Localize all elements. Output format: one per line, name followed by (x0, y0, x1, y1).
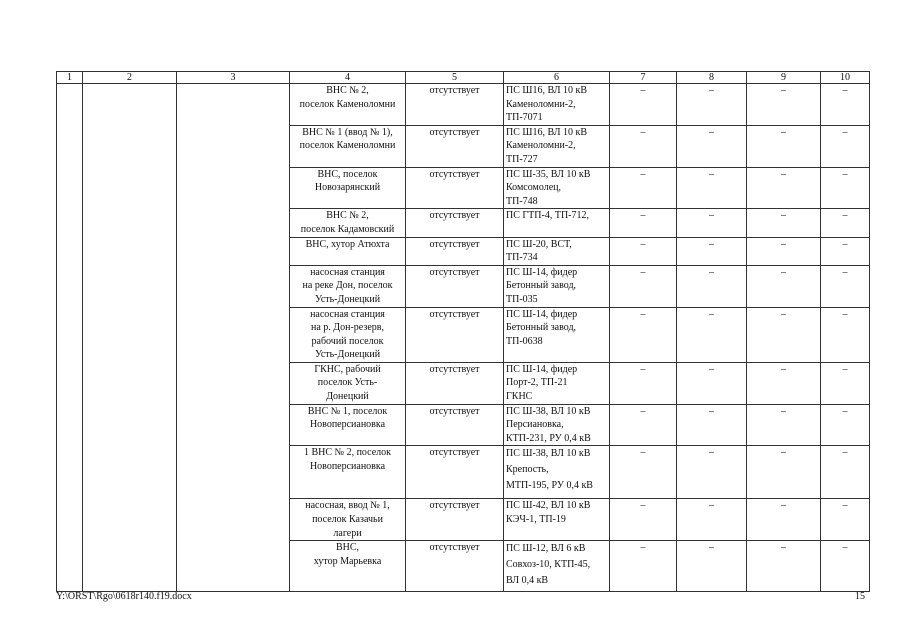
table-cell-col9: – (747, 404, 821, 446)
table-cell-col10: – (821, 446, 870, 499)
table-cell-col8: – (677, 125, 747, 167)
table-cell-col8: – (677, 265, 747, 307)
table-cell-col10: – (821, 362, 870, 404)
table-cell-col10: – (821, 307, 870, 362)
table-cell-col9: – (747, 307, 821, 362)
table-cell-col3 (177, 84, 290, 592)
table-cell-col7: – (610, 307, 677, 362)
table-cell-col9: – (747, 446, 821, 499)
table-cell-col8: – (677, 84, 747, 126)
table-cell-col7: – (610, 541, 677, 592)
availability-cell: отсутствует (406, 362, 504, 404)
availability-cell: отсутствует (406, 307, 504, 362)
column-header: 1 (57, 72, 83, 84)
availability-cell: отсутствует (406, 541, 504, 592)
column-header: 5 (406, 72, 504, 84)
availability-cell: отсутствует (406, 125, 504, 167)
table-header-row (57, 72, 870, 84)
table-cell-col1 (57, 84, 83, 592)
column-header: 2 (83, 72, 177, 84)
availability-cell: отсутствует (406, 84, 504, 126)
power-source-cell: ПС Ш-14, фидер Бетонный завод, ТП-035 (504, 265, 610, 307)
table-cell-col7: – (610, 84, 677, 126)
availability-cell: отсутствует (406, 446, 504, 499)
column-header: 8 (677, 72, 747, 84)
table-cell-col7: – (610, 446, 677, 499)
power-source-cell: ПС Ш-35, ВЛ 10 кВ Комсомолец, ТП-748 (504, 167, 610, 209)
table-cell-col8: – (677, 404, 747, 446)
station-name-cell: ВНС № 1, поселок Новоперсиановка (290, 404, 406, 446)
power-source-cell: ПС Ш-12, ВЛ 6 кВ Совхоз-10, КТП-45, ВЛ 0,4 кВ (504, 541, 610, 592)
table-cell-col10: – (821, 209, 870, 237)
station-name-cell: ВНС, поселок Новозарянский (290, 167, 406, 209)
station-name-cell: ВНС № 2, поселок Кадамовский (290, 209, 406, 237)
table-cell-col9: – (747, 209, 821, 237)
column-header: 3 (177, 72, 290, 84)
table-cell-col10: – (821, 499, 870, 541)
table-cell-col10: – (821, 84, 870, 126)
table-cell-col10: – (821, 404, 870, 446)
table-cell-col8: – (677, 499, 747, 541)
table-cell-col10: – (821, 237, 870, 265)
power-source-cell: ПС ГТП-4, ТП-712, (504, 209, 610, 237)
table-cell-col8: – (677, 307, 747, 362)
table-cell-col9: – (747, 125, 821, 167)
table-cell-col9: – (747, 237, 821, 265)
table-cell-col10: – (821, 265, 870, 307)
table-body (57, 84, 870, 592)
table-row (57, 84, 870, 126)
table-cell-col9: – (747, 541, 821, 592)
power-source-cell: ПС Ш-14, фидер Порт-2, ТП-21 ГКНС (504, 362, 610, 404)
table-cell-col9: – (747, 499, 821, 541)
station-name-cell: 1 ВНС № 2, поселок Новоперсиановка (290, 446, 406, 499)
station-name-cell: ВНС, хутор Атюхта (290, 237, 406, 265)
station-name-cell: ВНС № 1 (ввод № 1), поселок Каменоломни (290, 125, 406, 167)
footer-page-number: 15 (855, 591, 865, 602)
footer-file-path: Y:\ORST\Rgo\0618r140.f19.docx (56, 591, 192, 602)
table-cell-col9: – (747, 167, 821, 209)
availability-cell: отсутствует (406, 237, 504, 265)
table-cell-col9: – (747, 265, 821, 307)
table-cell-col7: – (610, 265, 677, 307)
table-cell-col7: – (610, 167, 677, 209)
column-header: 7 (610, 72, 677, 84)
power-source-cell: ПС Ш-38, ВЛ 10 кВ Персиановка, КТП-231, РУ 0,4 кВ (504, 404, 610, 446)
availability-cell: отсутствует (406, 499, 504, 541)
data-table (56, 71, 870, 592)
table-cell-col7: – (610, 237, 677, 265)
column-header: 10 (821, 72, 870, 84)
station-name-cell: насосная станция на реке Дон, поселок Усть-Донецкий (290, 265, 406, 307)
station-name-cell: ВНС, хутор Марьевка (290, 541, 406, 592)
power-source-cell: ПС Ш-42, ВЛ 10 кВ КЭЧ-1, ТП-19 (504, 499, 610, 541)
power-source-cell: ПС Ш16, ВЛ 10 кВ Каменоломни-2, ТП-7071 (504, 84, 610, 126)
table-cell-col10: – (821, 541, 870, 592)
availability-cell: отсутствует (406, 209, 504, 237)
column-header: 4 (290, 72, 406, 84)
table-cell-col8: – (677, 362, 747, 404)
table-cell-col7: – (610, 499, 677, 541)
table-cell-col8: – (677, 167, 747, 209)
power-source-cell: ПС Ш-14, фидер Бетонный завод, ТП-0638 (504, 307, 610, 362)
power-source-cell: ПС Ш-20, ВСТ, ТП-734 (504, 237, 610, 265)
availability-cell: отсутствует (406, 265, 504, 307)
power-source-cell: ПС Ш-38, ВЛ 10 кВ Крепость, МТП-195, РУ 0,4 кВ (504, 446, 610, 499)
table-cell-col10: – (821, 167, 870, 209)
station-name-cell: насосная станция на р. Дон-резерв, рабочий поселок Усть-Донецкий (290, 307, 406, 362)
table-cell-col7: – (610, 404, 677, 446)
column-header: 6 (504, 72, 610, 84)
table-cell-col2 (83, 84, 177, 592)
table-cell-col7: – (610, 362, 677, 404)
table-cell-col8: – (677, 541, 747, 592)
table-cell-col7: – (610, 125, 677, 167)
availability-cell: отсутствует (406, 167, 504, 209)
table-cell-col8: – (677, 237, 747, 265)
table-cell-col9: – (747, 84, 821, 126)
power-source-cell: ПС Ш16, ВЛ 10 кВ Каменоломни-2, ТП-727 (504, 125, 610, 167)
station-name-cell: ГКНС, рабочий поселок Усть- Донецкий (290, 362, 406, 404)
station-name-cell: насосная, ввод № 1, поселок Казачьи лагери (290, 499, 406, 541)
table-cell-col8: – (677, 446, 747, 499)
table-cell-col8: – (677, 209, 747, 237)
table-cell-col10: – (821, 125, 870, 167)
availability-cell: отсутствует (406, 404, 504, 446)
table-cell-col7: – (610, 209, 677, 237)
station-name-cell: ВНС № 2, поселок Каменоломни (290, 84, 406, 126)
table-cell-col9: – (747, 362, 821, 404)
column-header: 9 (747, 72, 821, 84)
